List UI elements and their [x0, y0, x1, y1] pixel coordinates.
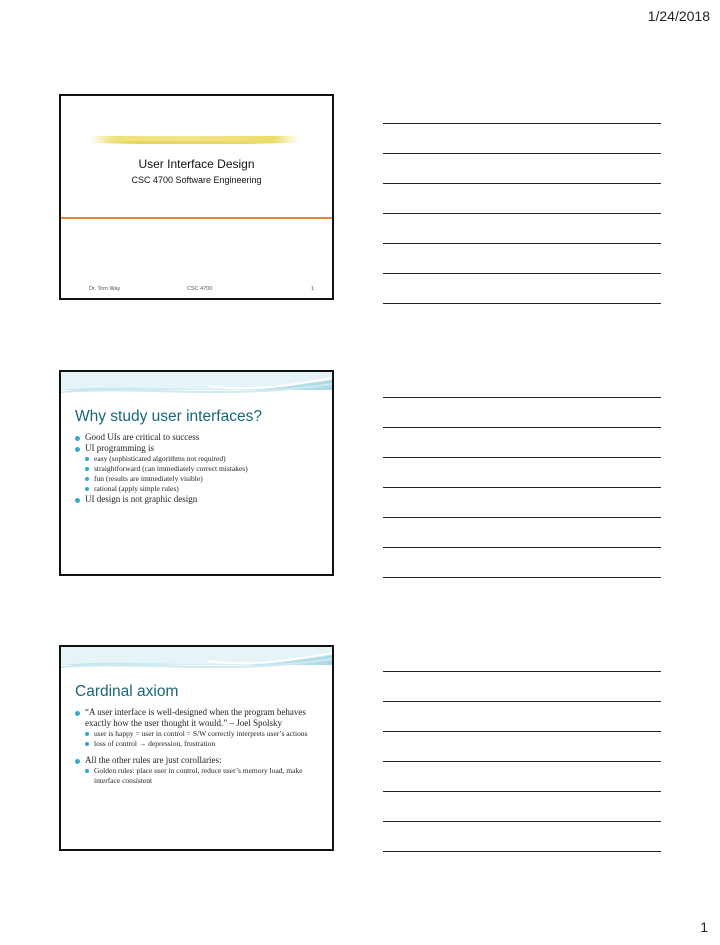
- sub-bullet-item: easy (sophisticated algorithms not required): [75, 454, 322, 464]
- note-line: [383, 851, 661, 852]
- header-swoosh-decoration: [61, 647, 332, 677]
- page-number: 1: [700, 919, 708, 935]
- sub-bullet-item: rational (apply simple rules): [75, 484, 322, 494]
- note-line: [383, 487, 661, 488]
- header-swoosh-decoration: [61, 372, 332, 402]
- slide-title: Cardinal axiom: [75, 683, 179, 700]
- brush-stroke-decoration: [101, 141, 286, 144]
- bullet-list: [75, 707, 322, 786]
- note-line: [383, 213, 661, 214]
- note-line: [383, 183, 661, 184]
- bullet-item: All the other rules are just corollaries:: [75, 755, 322, 766]
- note-line: [383, 303, 661, 304]
- slide-title: Why study user interfaces?: [75, 408, 262, 425]
- sub-bullet-item: loss of control → depression, frustration: [75, 739, 322, 749]
- slide-footer-number: 1: [310, 286, 314, 292]
- bullet-item: Good UIs are critical to success: [75, 432, 322, 443]
- note-line: [383, 791, 661, 792]
- sub-bullet-item: fun (results are immediately visible): [75, 474, 322, 484]
- note-line: [383, 547, 661, 548]
- slide-footer-course: CSC 4700: [187, 286, 213, 292]
- slide-thumbnail-3: [59, 645, 334, 851]
- slide-thumbnail-2: [59, 370, 334, 576]
- bullet-list: [75, 432, 322, 505]
- note-line: [383, 427, 661, 428]
- note-line: [383, 671, 661, 672]
- note-line: [383, 273, 661, 274]
- note-line: [383, 761, 661, 762]
- sub-bullet-item: user is happy = user in control = S/W correctly interprets user’s actions: [75, 729, 322, 739]
- slide-footer-author: Dr. Tom Way: [89, 286, 121, 292]
- divider: [61, 217, 332, 219]
- slide-thumbnail-1: [59, 94, 334, 300]
- note-line: [383, 701, 661, 702]
- note-line: [383, 821, 661, 822]
- page-date: 1/24/2018: [647, 8, 710, 24]
- sub-bullet-item: straightforward (can immediately correct mistakes): [75, 464, 322, 474]
- note-line: [383, 397, 661, 398]
- note-line: [383, 153, 661, 154]
- slide-subtitle: CSC 4700 Software Engineering: [131, 175, 262, 185]
- bullet-item: “A user interface is well-designed when the program behaves exactly how the user thought it would.” – Joel Spolsky: [75, 707, 322, 729]
- note-line: [383, 731, 661, 732]
- sub-bullet-item: Golden rules: place user in control, reduce user’s memory load, make interface consistent: [75, 766, 322, 786]
- note-line: [383, 123, 661, 124]
- note-line: [383, 577, 661, 578]
- note-line: [383, 517, 661, 518]
- bullet-item: UI programming is: [75, 443, 322, 454]
- note-line: [383, 457, 661, 458]
- note-line: [383, 243, 661, 244]
- slide-title: User Interface Design: [138, 157, 255, 171]
- bullet-item: UI design is not graphic design: [75, 494, 322, 505]
